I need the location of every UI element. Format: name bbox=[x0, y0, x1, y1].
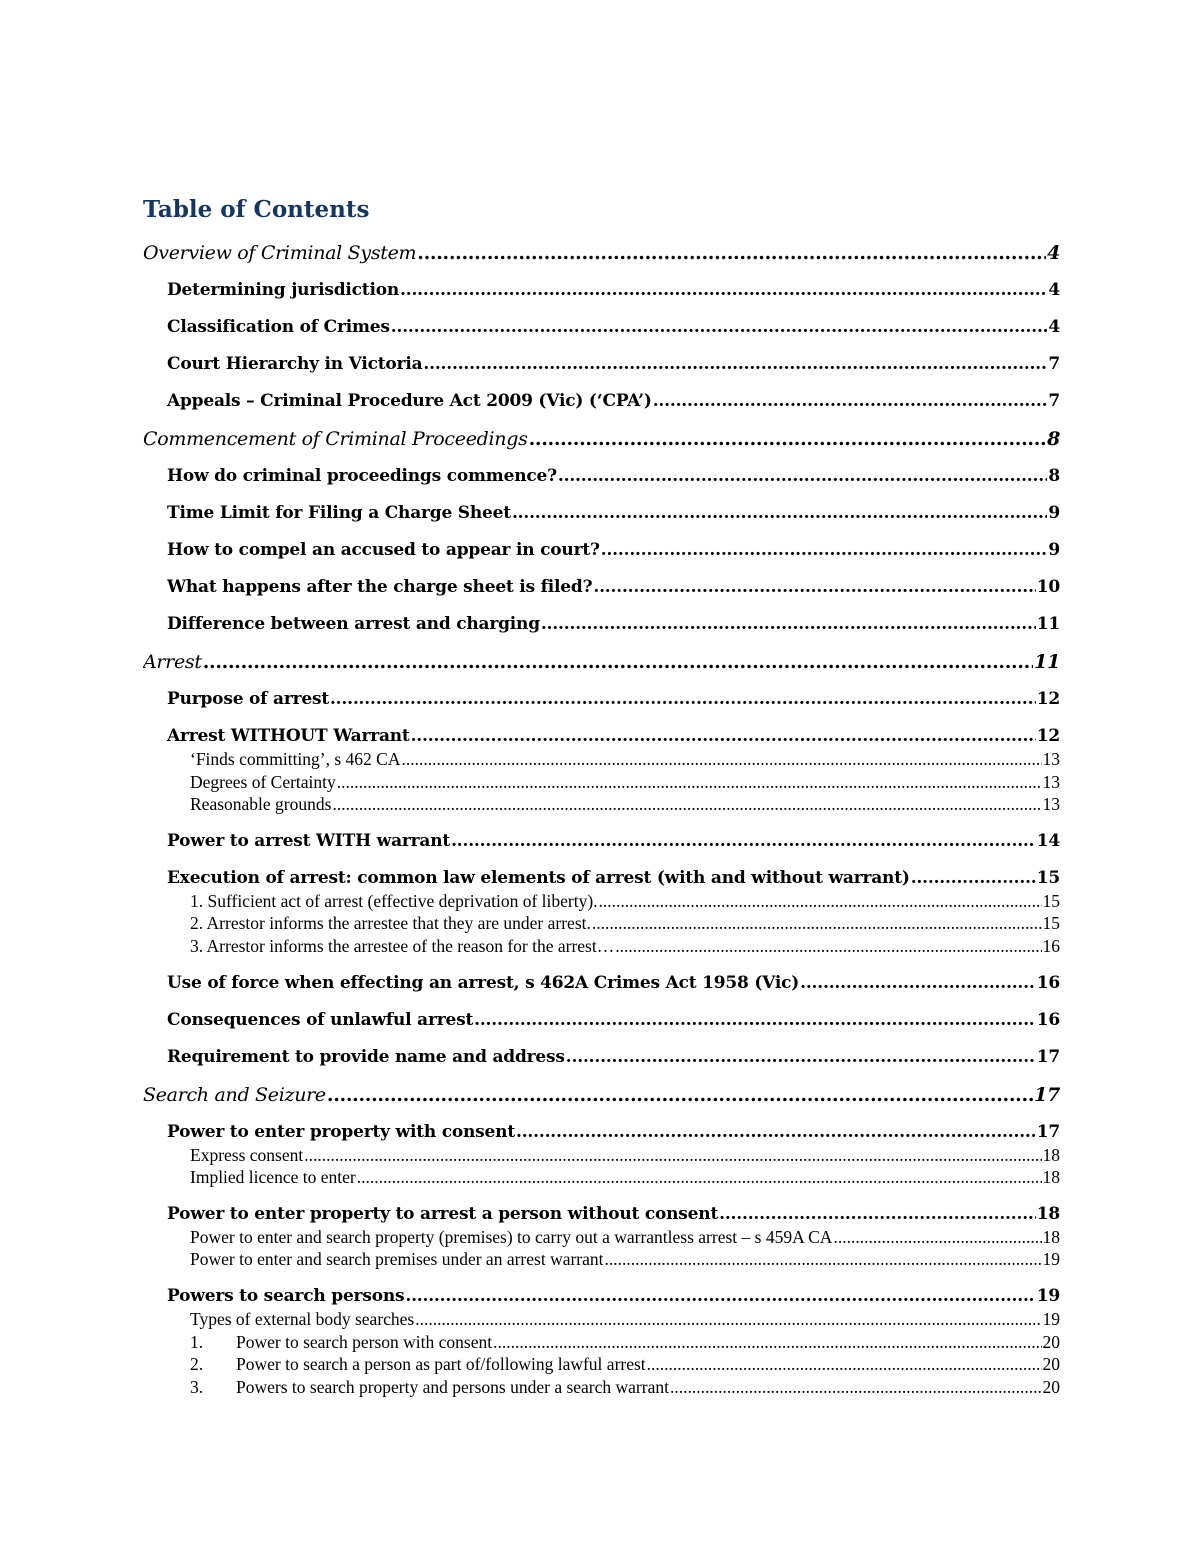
toc-entry-page-number: 4 bbox=[1047, 242, 1060, 264]
toc-entry-level-3[interactable] bbox=[143, 1353, 1060, 1376]
toc-dot-leader bbox=[605, 1248, 1042, 1271]
toc-dot-leader bbox=[599, 890, 1042, 913]
toc-entry-label: Use of force when effecting an arrest, s 462A Crimes Act 1958 (Vic) bbox=[167, 972, 800, 993]
toc-entry-page-number: 20 bbox=[1042, 1331, 1060, 1352]
toc-dot-leader bbox=[330, 681, 1036, 718]
toc-dot-leader bbox=[415, 1308, 1041, 1331]
toc-entry-page-number: 11 bbox=[1034, 651, 1060, 673]
toc-entry-label: Search and Seizure bbox=[143, 1083, 326, 1106]
toc-entry-label: Appeals – Criminal Procedure Act 2009 (Vic) (‘CPA’) bbox=[167, 391, 652, 411]
toc-entry-level-2[interactable] bbox=[143, 1002, 1060, 1039]
toc-dot-leader bbox=[400, 272, 1047, 309]
toc-subentry-group bbox=[143, 1308, 1060, 1398]
toc-entry-page-number: 8 bbox=[1048, 466, 1060, 486]
toc-dot-leader bbox=[541, 606, 1036, 643]
toc-entry-page-number: 18 bbox=[1042, 1144, 1060, 1165]
toc-entry-page-number: 12 bbox=[1036, 689, 1060, 709]
toc-entry-page-number: 4 bbox=[1048, 280, 1060, 300]
toc-entry-level-2[interactable] bbox=[143, 532, 1060, 569]
toc-entry-page-number: 19 bbox=[1036, 1285, 1060, 1306]
toc-entry-level-2[interactable] bbox=[143, 272, 1060, 309]
toc-entry-text: Powers to search property and persons under a search warrant bbox=[236, 1376, 669, 1397]
toc-page bbox=[143, 190, 1060, 1405]
toc-entry-page-number: 13 bbox=[1042, 794, 1060, 815]
toc-entry-page-number: 20 bbox=[1042, 1376, 1060, 1397]
toc-dot-leader bbox=[423, 346, 1047, 383]
toc-entry-level-2[interactable] bbox=[143, 569, 1060, 606]
toc-dot-leader bbox=[512, 495, 1047, 532]
toc-entry-page-number: 19 bbox=[1042, 1308, 1060, 1329]
toc-entry-page-number: 7 bbox=[1048, 391, 1060, 411]
toc-entry-level-3[interactable] bbox=[143, 890, 1060, 913]
toc-entry-label: Degrees of Certainty bbox=[190, 771, 336, 792]
toc-entry-label: Power to enter property to arrest a person without consent bbox=[167, 1203, 719, 1224]
toc-entry-page-number: 17 bbox=[1036, 1046, 1060, 1067]
toc-entry-page-number: 9 bbox=[1048, 540, 1060, 560]
toc-dot-leader bbox=[566, 1039, 1036, 1076]
toc-entry-page-number: 8 bbox=[1047, 428, 1060, 450]
toc-entry-page-number: 11 bbox=[1036, 614, 1060, 634]
toc-dot-leader bbox=[558, 458, 1047, 495]
toc-dot-leader bbox=[615, 935, 1041, 958]
toc-entry-label: Consequences of unlawful arrest bbox=[167, 1009, 474, 1030]
toc-entry-level-3[interactable] bbox=[143, 1248, 1060, 1271]
toc-entry-label: Arrest bbox=[143, 651, 202, 673]
toc-dot-leader bbox=[800, 965, 1036, 1002]
toc-dot-leader bbox=[332, 793, 1041, 816]
toc-dot-leader bbox=[474, 1002, 1036, 1039]
toc-entry-level-2[interactable] bbox=[143, 681, 1060, 718]
toc-dot-leader bbox=[304, 1144, 1041, 1167]
toc-entry-label: Express consent bbox=[190, 1144, 304, 1165]
toc-entry-label: What happens after the charge sheet is filed? bbox=[167, 577, 593, 597]
toc-entry-level-3[interactable] bbox=[143, 771, 1060, 794]
toc-entry-label: Difference between arrest and charging bbox=[167, 614, 540, 634]
toc-entry-level-2[interactable] bbox=[143, 458, 1060, 495]
toc-entry-label bbox=[190, 1353, 646, 1376]
toc-entry-page-number: 10 bbox=[1036, 577, 1060, 597]
toc-subentry-group bbox=[143, 1226, 1060, 1271]
toc-dot-leader bbox=[529, 420, 1047, 458]
toc-title: Table of Contents bbox=[143, 196, 370, 223]
toc-entry-text: Power to search person with consent bbox=[236, 1331, 493, 1352]
toc-entry-level-3[interactable] bbox=[143, 748, 1060, 771]
toc-dot-leader bbox=[493, 1331, 1041, 1354]
toc-dot-leader bbox=[357, 1166, 1042, 1189]
toc-entry-label: Reasonable grounds bbox=[190, 794, 332, 815]
toc-dot-leader bbox=[451, 823, 1036, 860]
toc-entry-label: How do criminal proceedings commence? bbox=[167, 466, 557, 486]
toc-entry-page-number: 18 bbox=[1036, 1203, 1060, 1224]
toc-dot-leader bbox=[601, 532, 1048, 569]
toc-entry-level-3[interactable] bbox=[143, 793, 1060, 816]
toc-entry-label: Power to arrest WITH warrant bbox=[167, 830, 451, 851]
toc-entry-level-2[interactable] bbox=[143, 346, 1060, 383]
toc-entry-label: 2. Arrestor informs the arrestee that they are under arrest. bbox=[190, 913, 591, 934]
toc-entry-level-2[interactable] bbox=[143, 495, 1060, 532]
toc-entry-label: Power to enter and search property (premises) to carry out a warrantless arrest – s 459A CA bbox=[190, 1226, 833, 1247]
toc-entry-page-number: 16 bbox=[1042, 935, 1060, 956]
toc-entry-page-number: 7 bbox=[1048, 354, 1060, 374]
toc-entry-level-1[interactable] bbox=[143, 1076, 1060, 1114]
toc-entry-number: 1. bbox=[190, 1331, 204, 1352]
toc-dot-leader bbox=[653, 383, 1048, 420]
toc-entry-level-2[interactable] bbox=[143, 823, 1060, 860]
toc-entry-label bbox=[190, 1376, 669, 1399]
toc-entry-label bbox=[190, 1331, 492, 1354]
toc-subentry-group bbox=[143, 890, 1060, 958]
toc-entry-label: Power to enter and search premises under an arrest warrant bbox=[190, 1249, 604, 1270]
toc-entry-level-2[interactable] bbox=[143, 606, 1060, 643]
toc-list bbox=[143, 234, 1060, 1398]
toc-entry-level-1[interactable] bbox=[143, 643, 1060, 681]
toc-entry-level-1[interactable] bbox=[143, 420, 1060, 458]
toc-entry-label: How to compel an accused to appear in court? bbox=[167, 540, 600, 560]
toc-entry-label: Overview of Criminal System bbox=[143, 242, 417, 264]
toc-entry-page-number: 20 bbox=[1042, 1354, 1060, 1375]
toc-entry-page-number: 13 bbox=[1042, 749, 1060, 769]
toc-entry-level-3[interactable] bbox=[143, 1166, 1060, 1189]
toc-entry-page-number: 15 bbox=[1036, 867, 1060, 888]
toc-subentry-group bbox=[143, 1144, 1060, 1189]
toc-entry-label: Types of external body searches bbox=[190, 1308, 415, 1329]
toc-dot-leader bbox=[391, 309, 1048, 346]
toc-entry-page-number: 16 bbox=[1036, 1009, 1060, 1030]
toc-entry-label: 3. Arrestor informs the arrestee of the reason for the arrest… bbox=[190, 935, 615, 956]
toc-entry-label: Commencement of Criminal Proceedings bbox=[143, 428, 528, 450]
toc-entry-level-2[interactable] bbox=[143, 383, 1060, 420]
toc-entry-level-3[interactable] bbox=[143, 935, 1060, 958]
toc-entry-level-3[interactable] bbox=[143, 1226, 1060, 1249]
toc-dot-leader bbox=[203, 643, 1033, 681]
toc-entry-level-1[interactable] bbox=[143, 234, 1060, 272]
toc-entry-level-2[interactable] bbox=[143, 965, 1060, 1002]
toc-entry-page-number: 17 bbox=[1036, 1121, 1060, 1142]
toc-dot-leader bbox=[833, 1226, 1041, 1249]
toc-entry-label: Powers to search persons bbox=[167, 1285, 405, 1306]
toc-dot-leader bbox=[417, 234, 1046, 272]
toc-entry-label: Purpose of arrest bbox=[167, 689, 329, 709]
toc-entry-page-number: 9 bbox=[1048, 503, 1060, 523]
toc-entry-page-number: 15 bbox=[1042, 913, 1060, 934]
toc-dot-leader bbox=[402, 748, 1042, 771]
toc-entry-page-number: 17 bbox=[1034, 1083, 1060, 1106]
toc-entry-label: Court Hierarchy in Victoria bbox=[167, 354, 423, 374]
toc-entry-page-number: 14 bbox=[1036, 830, 1060, 851]
toc-entry-number: 3. bbox=[190, 1376, 204, 1397]
toc-entry-number: 2. bbox=[190, 1354, 204, 1375]
toc-entry-label: Requirement to provide name and address bbox=[167, 1046, 565, 1067]
toc-entry-label: Determining jurisdiction bbox=[167, 280, 400, 300]
toc-entry-level-3[interactable] bbox=[143, 1144, 1060, 1167]
toc-entry-page-number: 16 bbox=[1036, 972, 1060, 993]
toc-subentry-group bbox=[143, 748, 1060, 816]
toc-entry-text: Power to search a person as part of/following lawful arrest bbox=[236, 1354, 646, 1375]
toc-entry-label: Time Limit for Filing a Charge Sheet bbox=[167, 503, 511, 523]
toc-entry-page-number: 15 bbox=[1042, 890, 1060, 911]
toc-entry-label: Power to enter property with consent bbox=[167, 1121, 515, 1142]
toc-dot-leader bbox=[592, 912, 1042, 935]
toc-entry-level-3[interactable] bbox=[143, 912, 1060, 935]
toc-entry-page-number: 4 bbox=[1048, 317, 1060, 337]
toc-entry-level-2[interactable] bbox=[143, 1039, 1060, 1076]
toc-entry-label: Execution of arrest: common law elements of arrest (with and without warrant) bbox=[167, 867, 910, 888]
toc-dot-leader bbox=[337, 771, 1042, 794]
toc-entry-label: Arrest WITHOUT Warrant bbox=[167, 726, 410, 746]
toc-entry-level-3[interactable] bbox=[143, 1331, 1060, 1354]
toc-entry-page-number: 12 bbox=[1036, 726, 1060, 746]
toc-entry-label: 1. Sufficient act of arrest (effective deprivation of liberty). bbox=[190, 890, 598, 911]
toc-entry-level-2[interactable] bbox=[143, 309, 1060, 346]
toc-entry-label: Classification of Crimes bbox=[167, 317, 390, 337]
toc-dot-leader bbox=[593, 569, 1035, 606]
toc-entry-page-number: 18 bbox=[1042, 1226, 1060, 1247]
toc-dot-leader bbox=[647, 1353, 1042, 1376]
toc-dot-leader bbox=[327, 1076, 1033, 1114]
toc-entry-page-number: 18 bbox=[1042, 1167, 1060, 1188]
toc-entry-page-number: 19 bbox=[1042, 1249, 1060, 1270]
toc-entry-level-3[interactable] bbox=[143, 1376, 1060, 1399]
toc-dot-leader bbox=[670, 1376, 1042, 1399]
toc-entry-level-3[interactable] bbox=[143, 1308, 1060, 1331]
toc-entry-label: Implied licence to enter bbox=[190, 1167, 356, 1188]
toc-entry-page-number: 13 bbox=[1042, 771, 1060, 792]
toc-entry-label: ‘Finds committing’, s 462 CA bbox=[190, 749, 401, 769]
